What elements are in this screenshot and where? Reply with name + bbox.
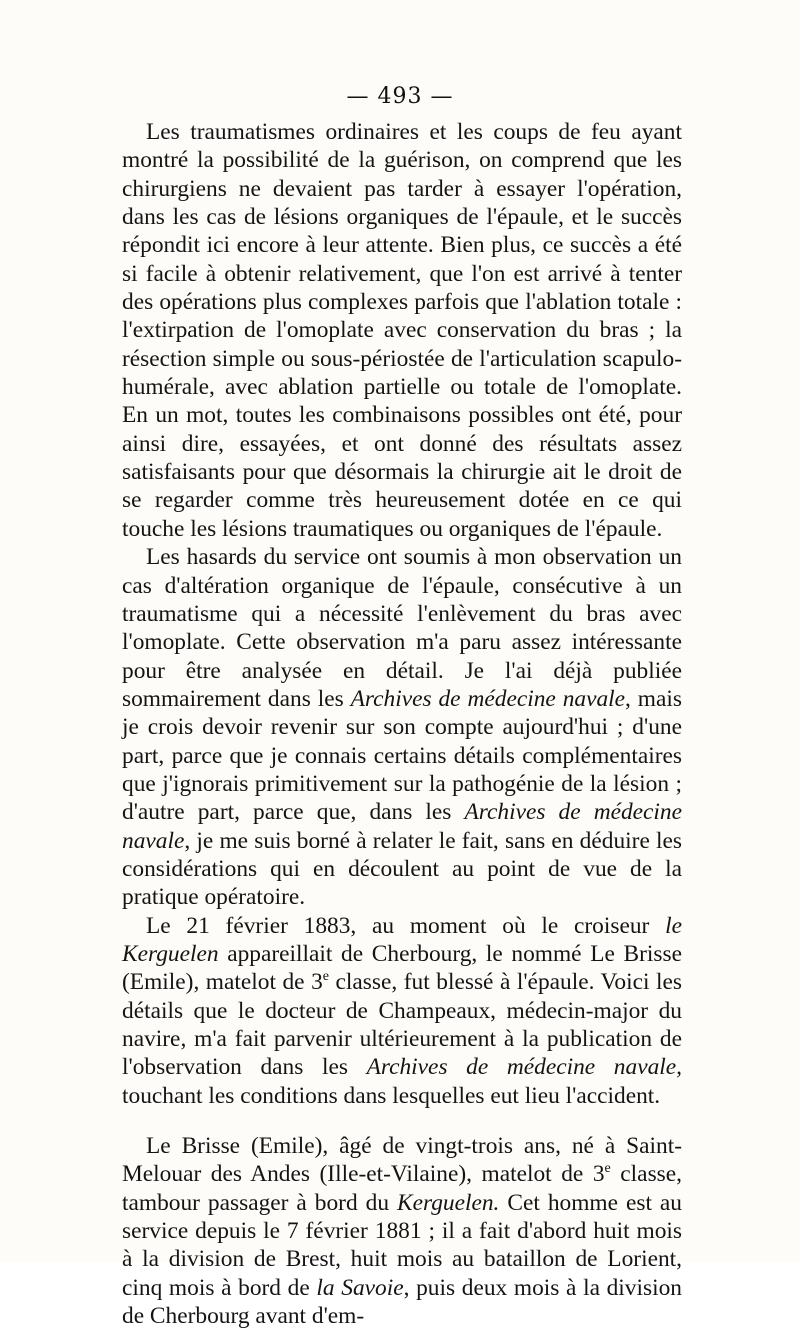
superscript-text: e: [322, 968, 330, 985]
italic-text: le Kerguelen: [122, 912, 682, 967]
italic-text: Kerguelen.: [396, 1189, 500, 1216]
text-segment: appareillait de Cherbourg, le nommé Le Brisse (Emile), matelot de 3: [122, 940, 682, 996]
body-text: [122, 118, 682, 1330]
text-segment: Les hasards du service ont soumis à mon observation un cas d'altération organique de l'épaule, consécutive à un traumatisme qui a nécessité l'enlèvement du bras avec l'omoplate. Cette observation m'a paru assez intéressante pour être analysée en détail. Je l'ai déjà publiée sommairement dans les: [122, 544, 682, 712]
italic-text: Archives de médecine navale,: [366, 1054, 682, 1081]
paragraph-p3: [122, 912, 682, 1110]
paragraph-p2: [122, 543, 682, 911]
superscript-text: e: [604, 1160, 611, 1177]
text-segment: Le 21 février 1883, au moment où le croiseur: [146, 912, 666, 939]
italic-text: Archives de médecine navale: [350, 685, 626, 712]
italic-text: Archives de médecine navale: [122, 799, 682, 854]
paragraph-p4: [122, 1132, 682, 1330]
text-segment: Cet homme est au service depuis le 7 février 1881 ; il a fait d'abord huit mois à la division de Brest, huit mois au bataillon de Lorient, cinq mois à bord de: [122, 1189, 682, 1301]
text-segment: Les traumatismes ordinaires et les coups de feu ayant montré la possibilité de la guérison, on comprend que les chirurgiens ne devaient pas tarder à essayer l'opération, dans les cas de lésions organiques de l'épaule, et le succès répondit ici encore à leur attente. Bien plus, ce succès a été si facile à obtenir relativement, que l'on est arrivé à tenter des opérations plus complexes parfois que l'ablation totale : l'extirpation de l'omoplate avec conservation du bras ; la résection simple ou sous-périostée de l'articulation scapulo-humérale, avec ablation partielle ou totale de l'omoplate. En un mot, toutes les combinaisons possibles ont été, pour ainsi dire, essayées, et ont donné des résultats assez satisfaisants pour que désormais la chirurgie ait le droit de se regarder comme très heureusement dotée en ce qui touche les lésions traumatiques ou organiques de l'épaule.: [122, 119, 682, 542]
text-segment: , je me suis borné à relater le fait, sans en déduire les considérations qui en découlent au point de vue de la pratique opératoire.: [122, 827, 682, 911]
text-segment: , puis deux mois à la division de Cherbourg avant d'em-: [122, 1274, 682, 1330]
text-segment: touchant les conditions dans lesquelles eut lieu l'accident.: [122, 1082, 661, 1109]
text-segment: classe, fut blessé à l'épaule. Voici les détails que le docteur de Champeaux, médecin-major du navire, m'a fait parvenir ultérieurement à la publication de l'observation dans les: [122, 969, 682, 1081]
italic-text: la Savoie: [316, 1274, 404, 1301]
text-segment: classe, tambour passager à bord du: [122, 1161, 682, 1216]
paragraph-p1: [122, 118, 682, 543]
text-segment: Le Brisse (Emile), âgé de vingt-trois ans, né à Saint-Melouar des Andes (Ille-et-Vilaine), matelot de 3: [122, 1133, 682, 1188]
page-number: — 493 —: [346, 84, 454, 109]
text-segment: , mais je crois devoir revenir sur son compte aujourd'hui ; d'une part, parce que je connais certains détails complémentaires que j'ignorais primitivement sur la pathogénie de la lésion ; d'autre part, parce que, dans les: [122, 685, 682, 826]
